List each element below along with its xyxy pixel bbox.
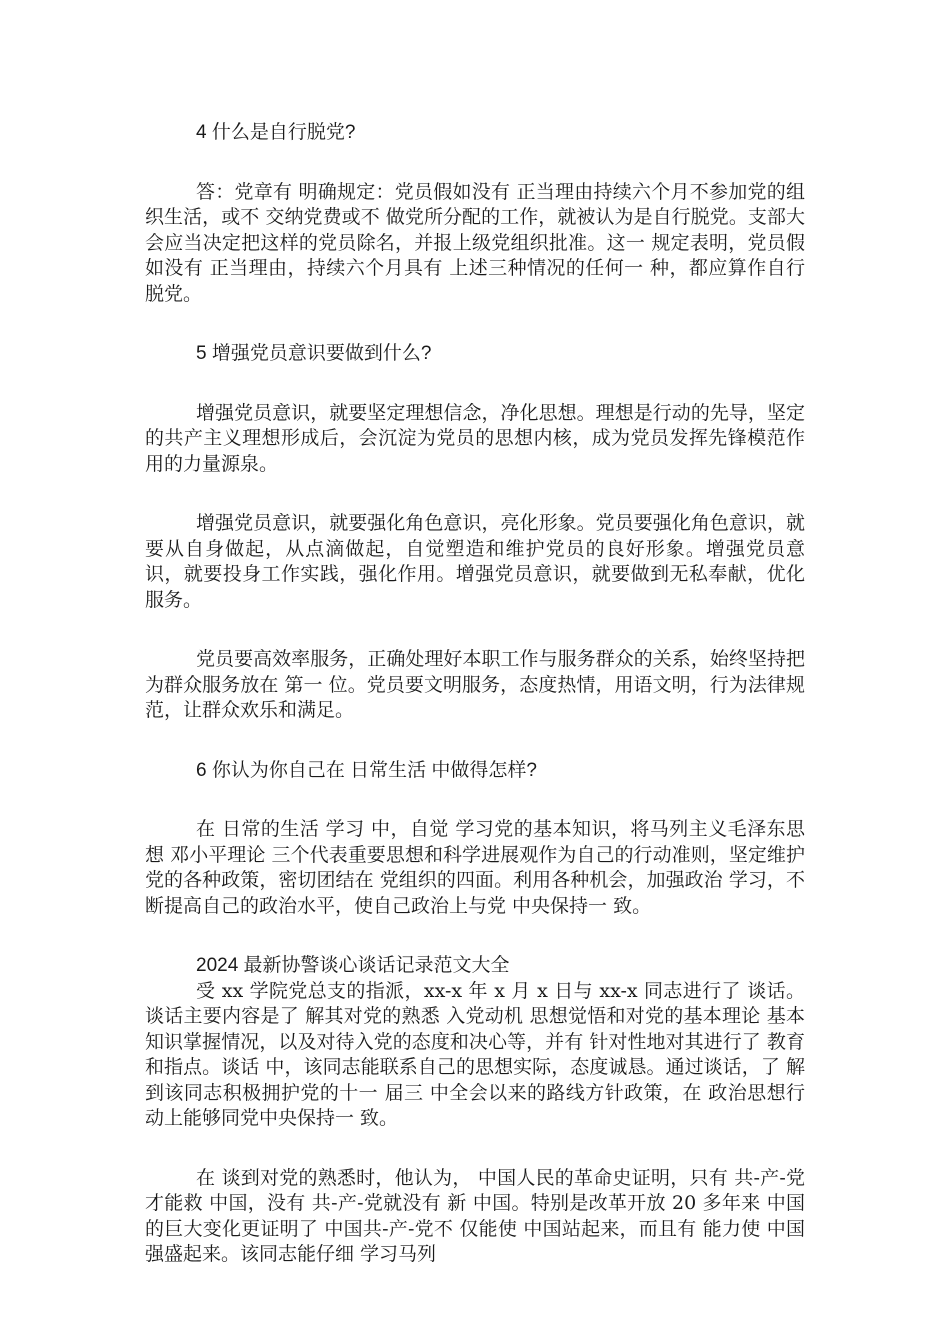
spacer: [145, 613, 805, 647]
question-6-heading: 6 你认为你自己在 日常生活 中做得怎样?: [196, 759, 537, 781]
spacer: [145, 724, 805, 758]
question-5-paragraph-3: 党员要高效率服务，正确处理好本职工作与服务群众的关系，始终坚持把为群众服务放在 第一 位。党员要文明服务，态度热情，用语文明，行为法律规范，让群众欢乐和满足。: [145, 648, 805, 721]
document-body: [145, 120, 805, 1268]
question-5-heading: 5 增强党员意识要做到什么?: [196, 343, 432, 364]
spacer: [145, 477, 805, 511]
question-6-answer: 在 日常的生活 学习 中，自觉 学习党的基本知识，将马列主义毛泽东思想 邓小平理论 三个代表重要思想和科学进展观作为自己的行动准则，坚定维护党的各种政策，密切团结在 党组织的四面。利用各种机会，加强政治 学习，不 断提高自己的政治水平，使自己政治上与党 中央保持一 致。: [145, 818, 805, 917]
spacer: [145, 146, 805, 180]
spacer: [145, 367, 805, 401]
spacer: [145, 783, 805, 817]
spacer: [145, 1132, 805, 1166]
article-title: 2024 最新协警谈心谈话记录范文大全: [196, 955, 510, 976]
question-5-paragraph-2: 增强党员意识，就要强化角色意识，亮化形象。党员要强化角色意识，就要从自身做起，从点滴做起，自觉塑造和维护党员的良好形象。增强党员意识，就要投身工作实践，强化作用。增强党员意识，就要做到无私奉献，优化服务。: [145, 512, 805, 611]
article-paragraph-1: 受 xx 学院党总支的指派，xx-x 年 x 月 x 日与 xx-x 同志进行了 谈话。谈话主要内容是了 解其对党的熟悉 入党动机 思想觉悟和对党的基本理论 基本知识掌握情况，以及对待入党的态度和决心等，并有 针对性地对其进行了 教育和指点。谈话 中，该同志能联系自己的思想实际，态度诚恳。通过谈话，了 解到该同志积极拥护党的十一 届三 中全会以来的路线方针政策，在 政治思想行动上能够同党中央保持一 致。: [145, 979, 805, 1129]
question-4-answer: 答：党章有 明确规定：党员假如没有 正当理由持续六个月不参加党的组织生活，或不 交纳党费或不 做党所分配的工作，就被认为是自行脱党。支部大会应当决定把这样的党员除名，并报上级党组织批准。这一 规定表明，党员假如没有 正当理由，持续六个月具有 上述三种情况的任何一 种，都应算作自行脱党。: [145, 180, 805, 305]
article-paragraph-2: 在 谈到对党的熟悉时，他认为， 中国人民的革命史证明，只有 共-产-党才能救 中国，没有 共-产-党就没有 新 中国。特别是改革开放 20 多年来 中国的巨大变化更证明了 中国共-产-党不 仅能使 中国站起来，而且有 能力使 中国强盛起来。该同志能仔细 学习马列: [145, 1166, 805, 1265]
spacer: [145, 919, 805, 953]
spacer: [145, 307, 805, 341]
question-4-heading: 4 什么是自行脱党?: [196, 122, 356, 143]
question-5-paragraph-1: 增强党员意识，就要坚定理想信念，净化思想。理想是行动的先导，坚定的共产主义理想形成后，会沉淀为党员的思想内核，成为党员发挥先锋模范作用的力量源泉。: [145, 401, 805, 475]
